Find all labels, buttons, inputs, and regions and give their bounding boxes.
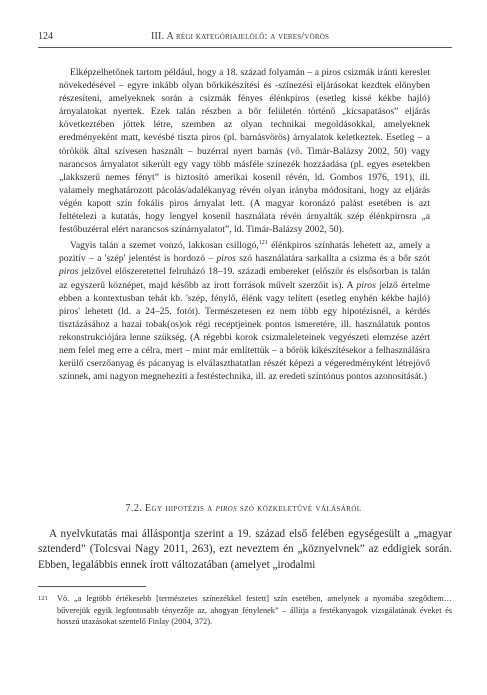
footnote: [38, 593, 452, 628]
footnote-text: Vö. „a legtöbb értékesebb [természetes színezékkel festett] szín esetében, amelynek a nyomába szegődtem… bűverejük egyik legfontosabb tényezője az, ahogyan fénylenek” – állítja a festékanyagok vizsgálatának éveket és hosszú utazásokat szentelő Finlay (2004, 372).: [57, 594, 452, 626]
section-paragraph: A nyelvkutatás mai álláspontja szerint a 19. század első felében egységesült a „magyar sztenderd” (Tolcsvai Nagy 2011, 263), ezt neveztem én „köznyelvnek” az eddigiek során. Ebben, legalábbis ennek írott változatában (amelyet „irodalmi: [38, 528, 452, 571]
footnote-reference[interactable]: 121: [258, 240, 268, 247]
page-number: 124: [38, 31, 53, 42]
running-title: III. A régi kategóriajelölő: a veres/vörös: [151, 31, 330, 42]
footnote-rule: [38, 586, 146, 587]
paragraph-2: Vagyis talán a szemet vonzó, lakkosan csillogó,$^{121}$ élénkpiros színhatás lehetett az, amely a pozitív – a 'szép' jelentést is hordozó – piros szó használatára sarkallta a csizma és a bőr szót piros jelzővel előszeretettel felruházó 18–19. századi embereket (először és elsősorban is talán az egyszerű köznépet, majd később az írott források művelt szerzőit is). A piros jelző értelme ebben a kontextusban tehát kb. 'szép, fénylő, élénk vagy telített (esetleg enyhén kékbe hajló) piros' lehetett (ld. a 24–25. fotót). Természetesen ez nem több egy hipotézisnél, a kérdés tisztázásához a hazai tobak(os)ok régi receptjeinek pontos ismeretére, ill. használatuk pontos rekonstrukciójára lenne szükség. (A régebbi korok csizmaleleteinek vegyészeti elemzése azért nem felel meg erre a célra, mert – mint már említettük – a bőrök kikészítésekor a felhasználásra kerülő cserzőanyag és pácanyag is elválaszthatatlan részét képezi a végeredményként létrejövő színnek, ami nagyon megnehezíti a festéstechnika, ill. az eredeti színtónus pontos azonosítását.): [59, 240, 430, 383]
page-header: [38, 31, 453, 45]
main-body: [59, 66, 430, 383]
section-heading: 7.2. Egy hipotézis a piros szó közkeletűvé válásáról: [125, 503, 362, 514]
footnote-number: 121: [38, 595, 48, 602]
header-rule: [38, 47, 452, 48]
paragraph-1: Elképzelhetőnek tartom például, hogy a 18. század folyamán – a piros csizmák iránti kereslet növekedésével – egyre inkább olyan bőrkikészítési és -színezési eljárásokat kezdtek előnyben részesíteni, amelyeknek során a csizmák fényes élénkpiros (esetleg kissé kékbe hajló) árnyalatokat nyertek. Ezek talán részben a bőr felületén történő „kicsapatásos” eljárás következtében jöttek létre, szemben az olyan technikai megoldásokkal, amelyeknek eredményeként matt, kevésbé tiszta piros (pl. barnásvörös) árnyalatok keletkeztek. Esetleg – a törökök által szívesen használt – buzérral nyert barnás (vö. Timár-Balázsy 2002, 50) vagy narancsos árnyalatot sikerült egy vagy több másféle színezék hozzáadása (pl. egyes esetekben „lakkszerű nemes fényt” is biztosító amerikai kosenil révén, ld. Gombos 1976, 191), ill. valamely meghatározott pácolás/adalékanyag révén olyan irányba módosítani, hogy az eljárás végén kapott szín fokális piros árnyalat lett. (A magyar koronázó palást esetében is azt feltételezi a kutatás, hogy lengyel kosenil használata révén árnyalták szép élénkpirosra „a festőbuzérral elért narancsos színárnyalatot”, ld. Timár-Balázsy 2002, 50).: [59, 67, 430, 236]
section-body: [38, 527, 452, 573]
